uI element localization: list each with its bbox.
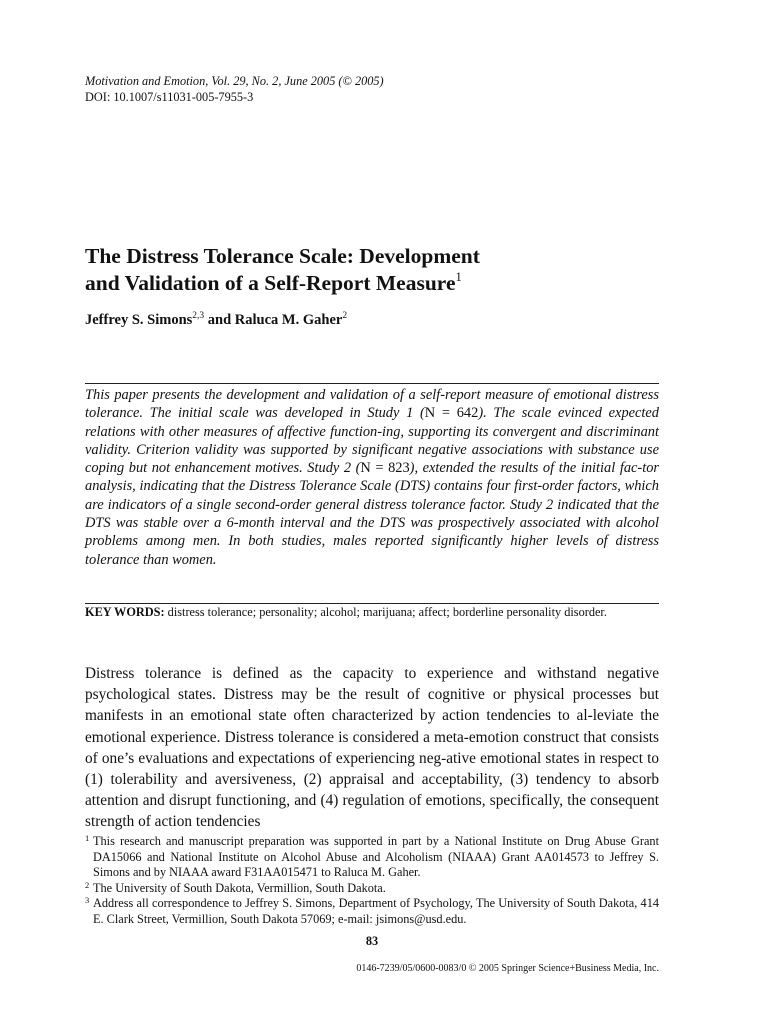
footnote xyxy=(85,896,659,927)
title-line-1: The Distress Tolerance Scale: Development xyxy=(85,244,480,268)
paper-title xyxy=(85,243,480,297)
footnote xyxy=(85,881,659,897)
footnote-mark: 1 xyxy=(85,833,90,843)
sample-size: N = 642 xyxy=(424,405,479,422)
author-name: Raluca M. Gaher xyxy=(234,312,343,328)
footnote-mark: 2 xyxy=(85,879,90,890)
title-line-2: and Validation of a Self-Report Measure xyxy=(85,271,456,295)
copyright-line: 0146-7239/05/0600-0083/0 © 2005 Springer Science+Business Media, Inc. xyxy=(356,963,659,974)
author-list xyxy=(85,312,347,329)
abstract-top-rule xyxy=(85,383,659,384)
author-affiliation-mark: 2 xyxy=(342,311,348,321)
journal-citation: Motivation and Emotion, Vol. 29, No. 2, June 2005 (© 2005) xyxy=(85,74,384,88)
keywords-text: distress tolerance; personality; alcohol; marijuana; affect; borderline personality disorder. xyxy=(164,605,607,619)
abstract-text: ), extended the results of the initial fac-tor analysis, indicating that the Distress Tolerance Scale (DTS) contains four first-order factors, which are indicators of a single second-order general distress tolerance factor. Study 2 indicated that the DTS was stable over a 6-month interval and the DTS was prospectively associated with alcohol problems among men. In both studies, males reported significantly higher levels of distress tolerance than women. xyxy=(85,460,659,568)
footnote-text: This research and manuscript preparation was supported in part by a National Institute on Drug Abuse Grant DA15066 and National Institute on Alcohol Abuse and Alcoholism (NIAAA) Grant AA014573 to Jeffrey S. Simons and by NIAAA award F31AA015471 to Raluca M. Gaher. xyxy=(93,834,659,879)
author-name: Jeffrey S. Simons xyxy=(85,312,193,328)
journal-header xyxy=(85,73,384,105)
author-affiliation-mark: 2,3 xyxy=(192,311,205,321)
abstract-text: This paper presents the development and validation of a self-report measure of emotional distress tolerance. The initial scale was developed in Study 1 ( xyxy=(85,387,659,422)
sample-size: N = 823 xyxy=(360,460,410,477)
abstract-bottom-rule xyxy=(85,603,659,604)
footnote-mark: 3 xyxy=(85,895,90,905)
keywords xyxy=(85,605,659,621)
keywords-label: KEY WORDS: xyxy=(85,605,165,619)
page-number: 83 xyxy=(365,934,379,948)
author-connector: and xyxy=(204,312,235,328)
footnote-text: Address all correspondence to Jeffrey S. Simons, Department of Psychology, The University of South Dakota, 414 E. Clark Street, Vermillion, South Dakota 57069; e-mail: jsimons@usd.edu. xyxy=(93,896,659,926)
paper-page xyxy=(85,0,659,1024)
body-paragraph: Distress tolerance is defined as the capacity to experience and withstand negative psychological states. Distress may be the result of cognitive or physical processes but manifests in an emotional state often characterized by action tendencies to al-leviate the emotional experience. Distress tolerance is considered a meta-emotion construct that consists of one’s evaluations and expectations of experiencing neg-ative emotional states in respect to (1) tolerability and aversiveness, (2) appraisal and acceptability, (3) tendency to absorb attention and disrupt functioning, and (4) regulation of emotions, specifically, the consequent strength of action tendencies xyxy=(85,665,659,831)
footnotes xyxy=(85,834,659,927)
title-footnote-mark: 1 xyxy=(455,270,462,284)
footnote xyxy=(85,834,659,881)
doi: DOI: 10.1007/s11031-005-7955-3 xyxy=(85,90,254,104)
footnote-text: The University of South Dakota, Vermillion, South Dakota. xyxy=(93,880,386,895)
abstract-text: ). The scale evinced expected relations with other measures of affective function-ing, supporting its convergent and discriminant validity. Criterion validity was supported by significant negative associations with substance use coping but not enhancement motives. Study 2 ( xyxy=(85,405,659,477)
abstract xyxy=(85,386,659,569)
